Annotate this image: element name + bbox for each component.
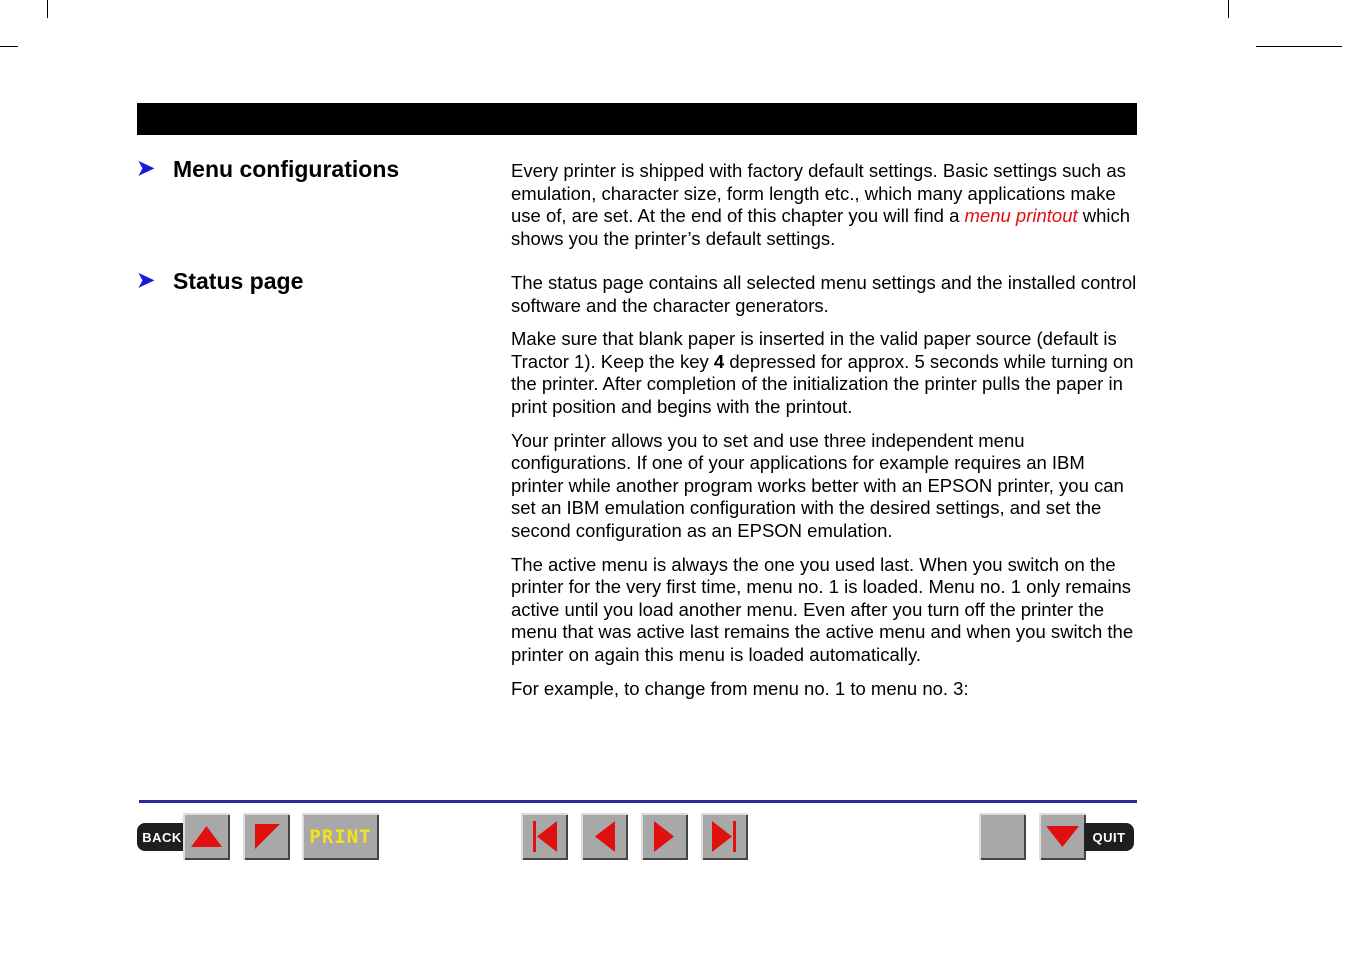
paragraph xyxy=(511,160,1141,250)
next-page-button[interactable] xyxy=(641,813,688,860)
paragraph: The active menu is always the one you used last. When you switch on the printer for the very first time, menu no. 1 is loaded. Menu no. 1 only remains active until you load another menu. Even after you turn off the printer the menu that was active last remains the active menu and when you switch the printer on again this menu is loaded automatically. xyxy=(511,553,1134,665)
paragraph-text: depressed for approx. 5 seconds while turning on the printer. After completion of the initialization the printer pulls the paper in print position and begins with the printout. xyxy=(511,350,1134,417)
up-arrow-button[interactable] xyxy=(183,813,230,860)
paragraph xyxy=(511,328,1141,418)
paragraph: Your printer allows you to set and use three independent menu configurations. If one of your applications for example requires an IBM printer while another program works better with an EPSON printer, you can set an IBM emulation configuration with the desired settings, and set the second configuration as an EPSON emulation. xyxy=(511,429,1124,541)
arrow-bullet-icon: ➤ xyxy=(137,157,155,180)
section-heading-text: Status page xyxy=(173,268,304,294)
prev-page-button[interactable] xyxy=(581,813,628,860)
header-bar xyxy=(137,103,1137,135)
first-page-icon xyxy=(521,813,568,860)
next-page-icon xyxy=(641,813,688,860)
nav-divider xyxy=(139,800,1137,803)
crop-mark xyxy=(1256,46,1342,47)
down-arrow-icon xyxy=(1039,813,1086,860)
paragraph-text: which shows you the printer’s default settings. xyxy=(511,205,1131,249)
menu-printout-link[interactable]: menu printout xyxy=(964,205,1078,227)
down-arrow-button[interactable] xyxy=(1039,813,1086,860)
back-button[interactable]: BACK xyxy=(137,823,187,851)
last-page-button[interactable] xyxy=(701,813,748,860)
diagonal-down-button[interactable] xyxy=(243,813,290,860)
section-body-status-page xyxy=(511,272,1141,711)
first-page-button[interactable] xyxy=(521,813,568,860)
diagonal-down-icon xyxy=(243,813,290,860)
prev-page-icon xyxy=(581,813,628,860)
section-heading-menu-configurations xyxy=(137,155,467,183)
paragraph-text: Every printer is shipped with factory default settings. Basic settings such as emulation, character size, form length etc., which many applications make use of, are set. At the end of this chapter you will find a xyxy=(511,160,1126,227)
up-arrow-icon xyxy=(183,813,230,860)
section-body-menu-configurations xyxy=(511,160,1141,261)
last-page-icon xyxy=(701,813,748,860)
key-label: 4 xyxy=(713,350,725,372)
blank-button[interactable] xyxy=(979,813,1026,860)
print-button[interactable]: PRINT xyxy=(302,813,379,860)
paragraph: The status page contains all selected menu settings and the installed control software and the character generators. xyxy=(511,272,1137,316)
paragraph: For example, to change from menu no. 1 to menu no. 3: xyxy=(511,677,969,699)
crop-mark xyxy=(47,0,48,18)
section-heading-status-page xyxy=(137,267,467,295)
arrow-bullet-icon: ➤ xyxy=(137,269,155,292)
paragraph-text: Make sure that blank paper is inserted in the valid paper source (default is Tractor 1). Keep the key xyxy=(511,328,1117,372)
crop-mark xyxy=(1228,0,1229,18)
section-heading-text: Menu configurations xyxy=(173,156,400,182)
quit-button[interactable]: QUIT xyxy=(1084,823,1134,851)
crop-mark xyxy=(0,46,18,47)
